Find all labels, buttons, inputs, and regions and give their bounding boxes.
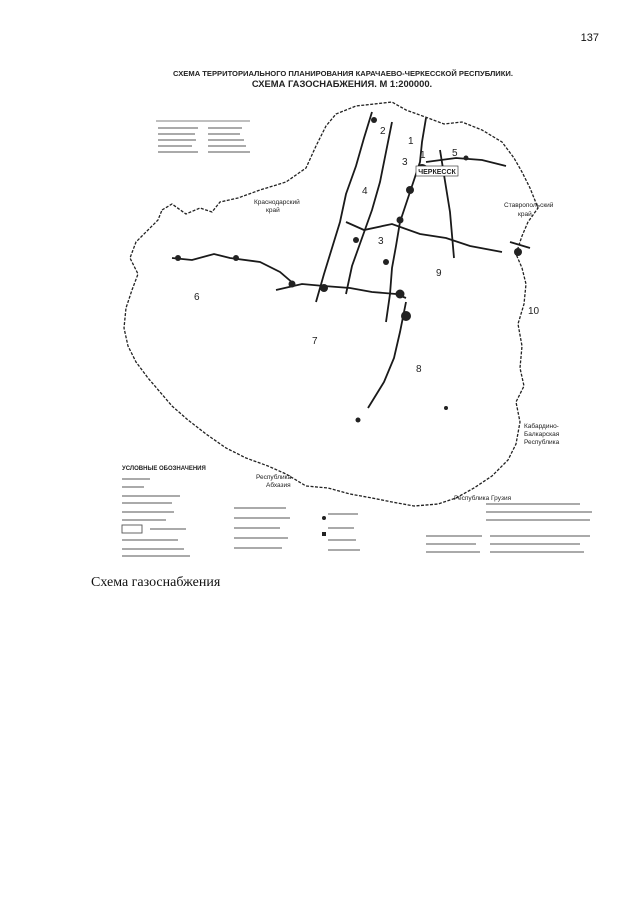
label-abkhazia-2: Абхазия <box>266 482 291 489</box>
district-number: 7 <box>312 336 318 347</box>
district-number: 6 <box>194 292 200 303</box>
label-stavropol-1: Ставропольский <box>504 202 554 209</box>
label-georgia: Республика Грузия <box>454 495 512 502</box>
district-number: 4 <box>362 186 368 197</box>
district-number: 1 <box>408 136 414 147</box>
figure-caption: Схема газоснабжения <box>91 575 221 590</box>
district-numbers <box>194 126 540 375</box>
district-number: 10 <box>528 306 540 317</box>
legend-title: УСЛОВНЫЕ ОБОЗНАЧЕНИЯ <box>122 466 206 472</box>
map-title-line2: СХЕМА ГАЗОСНАБЖЕНИЯ. М 1:200000. <box>251 78 433 89</box>
map-title-line1: СХЕМА ТЕРРИТОРИАЛЬНОГО ПЛАНИРОВАНИЯ КАРАЧАЕВО-ЧЕРКЕССКОЙ РЕСПУБЛИКИ. <box>173 69 513 78</box>
label-kbr-1: Кабардино- <box>524 423 559 430</box>
district-number: 3 <box>402 157 408 168</box>
label-abkhazia-1: Республика <box>256 474 292 481</box>
district-number: 3 <box>378 236 384 247</box>
republic-boundary <box>124 102 538 506</box>
label-krasnodar-2: край <box>266 207 280 214</box>
city-label: ЧЕРКЕССК <box>418 169 456 176</box>
page-number: 137 <box>580 32 599 44</box>
district-number: 2 <box>380 126 386 137</box>
label-stavropol-2: край <box>518 211 532 218</box>
map-legend <box>122 466 592 556</box>
district-number: 5 <box>452 148 458 159</box>
label-kbr-3: Республика <box>524 439 560 446</box>
district-number: 1 <box>420 150 426 161</box>
district-number: 9 <box>436 268 442 279</box>
district-legend <box>156 121 250 152</box>
district-number: 8 <box>416 364 422 375</box>
label-kbr-2: Балкарская <box>524 431 560 438</box>
gas-supply-map <box>110 62 610 562</box>
pipeline-network <box>172 112 530 408</box>
label-krasnodar-1: Краснодарский <box>254 199 300 206</box>
settlement-clusters <box>175 117 522 423</box>
